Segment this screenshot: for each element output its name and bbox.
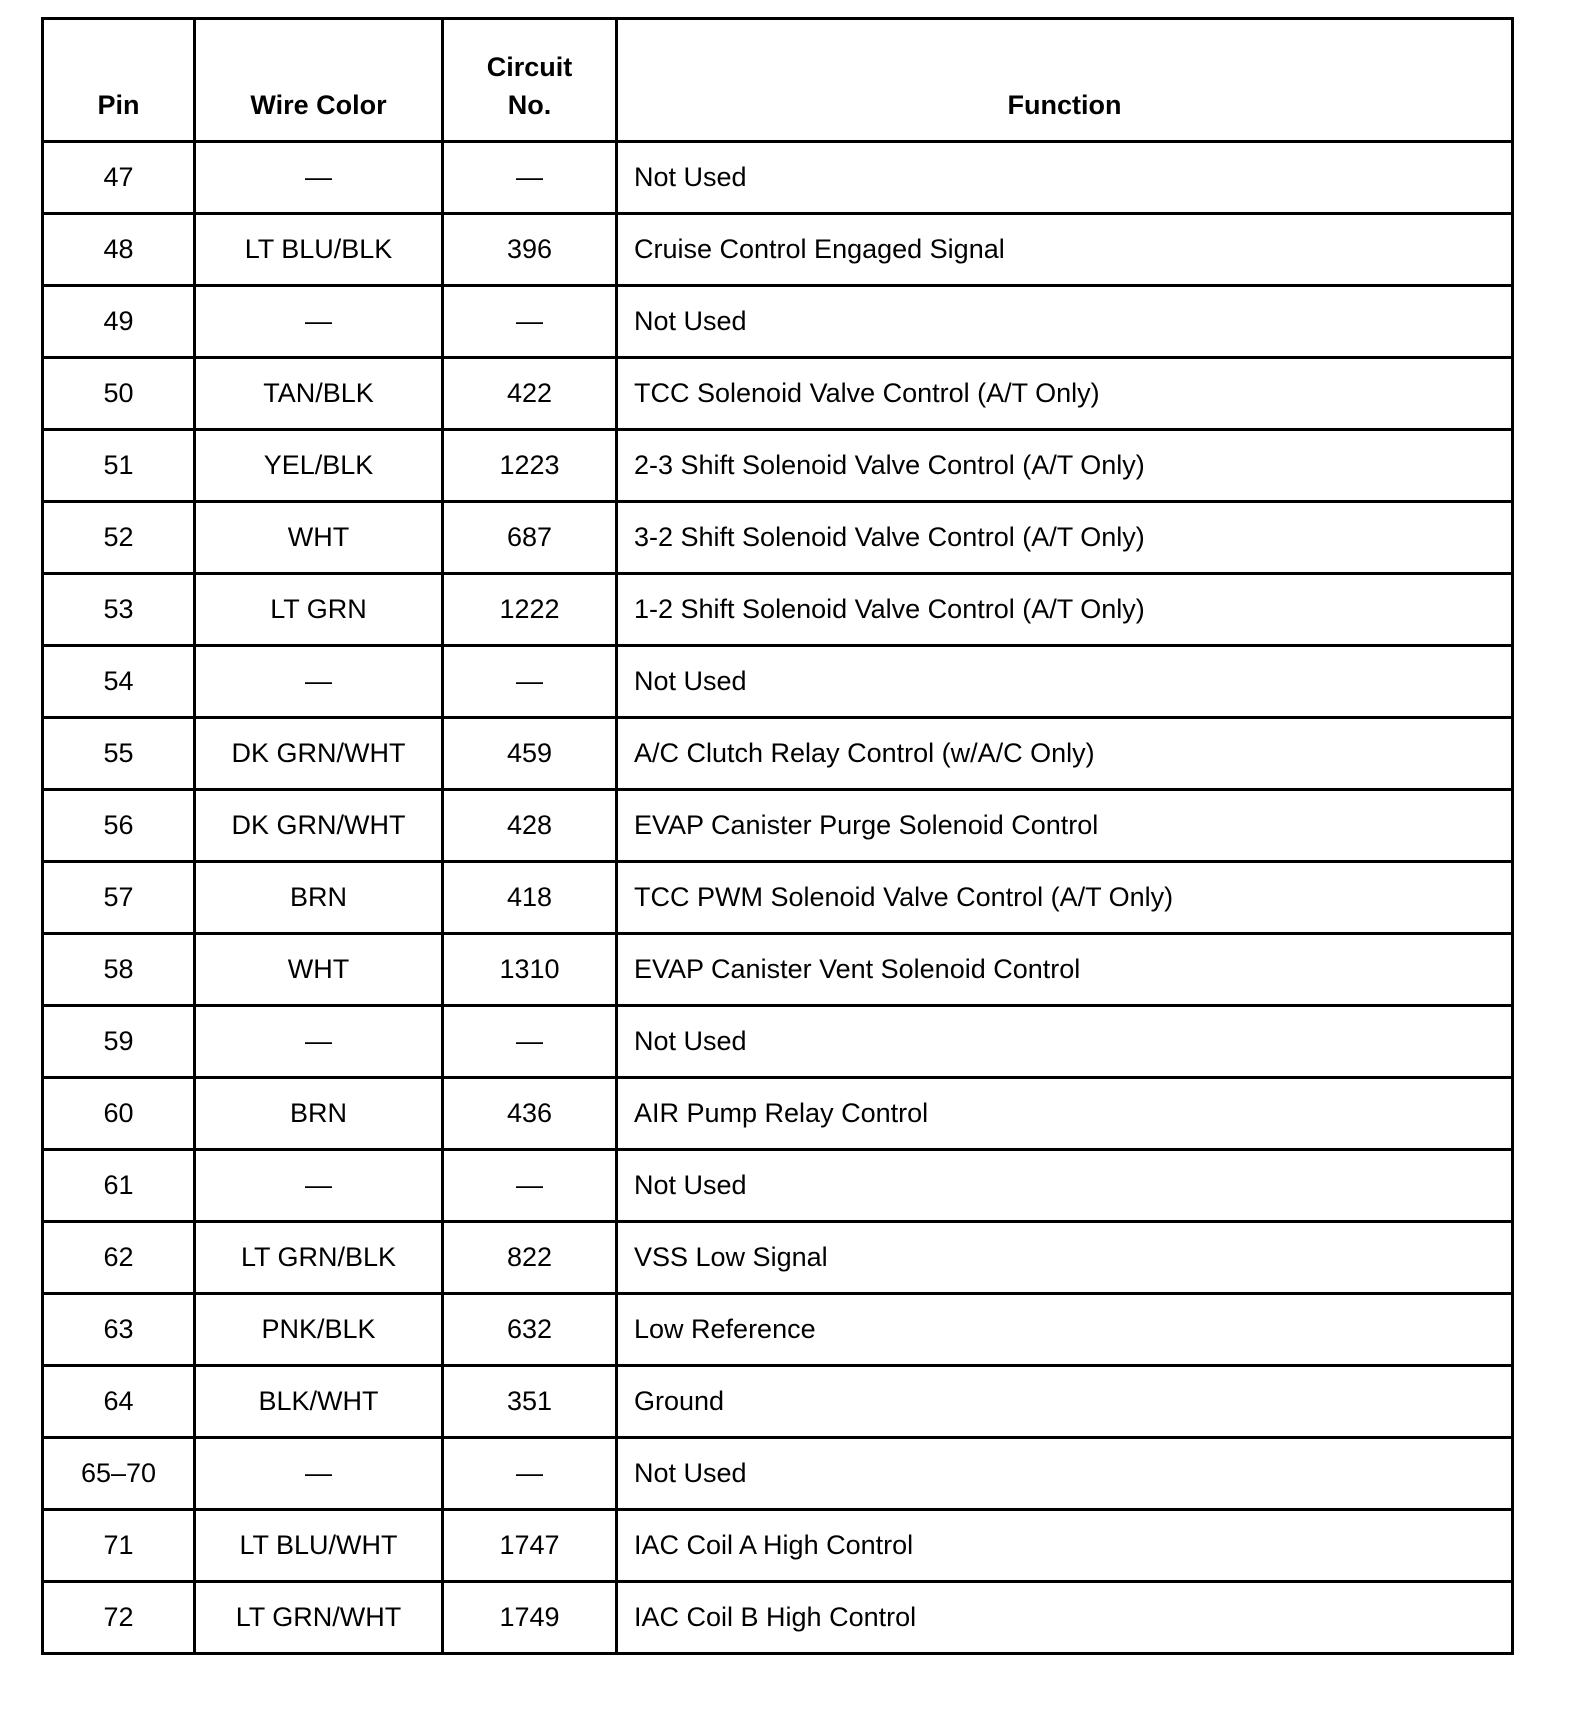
wire-color-cell: — xyxy=(195,1438,443,1510)
pin-cell: 57 xyxy=(43,862,195,934)
function-cell: IAC Coil B High Control xyxy=(617,1582,1513,1654)
table-row xyxy=(43,214,1513,286)
wire-color-cell: — xyxy=(195,646,443,718)
wire-color-cell: BRN xyxy=(195,862,443,934)
pin-cell: 63 xyxy=(43,1294,195,1366)
table-row xyxy=(43,1078,1513,1150)
function-cell: Cruise Control Engaged Signal xyxy=(617,214,1513,286)
wire-color-cell: WHT xyxy=(195,502,443,574)
circuit-cell: 428 xyxy=(443,790,617,862)
wire-color-cell: DK GRN/WHT xyxy=(195,790,443,862)
circuit-cell: 822 xyxy=(443,1222,617,1294)
table-header xyxy=(43,19,1513,142)
pin-cell: 71 xyxy=(43,1510,195,1582)
pin-cell: 65–70 xyxy=(43,1438,195,1510)
pin-cell: 56 xyxy=(43,790,195,862)
wire-color-cell: WHT xyxy=(195,934,443,1006)
table-row xyxy=(43,790,1513,862)
table-row xyxy=(43,286,1513,358)
table-row xyxy=(43,1150,1513,1222)
header-wire-color: Wire Color xyxy=(195,19,443,142)
header-circuit-line2: No. xyxy=(507,90,552,120)
pin-cell: 50 xyxy=(43,358,195,430)
function-cell: TCC Solenoid Valve Control (A/T Only) xyxy=(617,358,1513,430)
pin-cell: 54 xyxy=(43,646,195,718)
function-cell: Low Reference xyxy=(617,1294,1513,1366)
pin-cell: 53 xyxy=(43,574,195,646)
wire-color-cell: — xyxy=(195,286,443,358)
wire-color-cell: PNK/BLK xyxy=(195,1294,443,1366)
table-row xyxy=(43,1438,1513,1510)
table-row xyxy=(43,1510,1513,1582)
circuit-cell: 396 xyxy=(443,214,617,286)
function-cell: Not Used xyxy=(617,1006,1513,1078)
wire-color-cell: LT GRN/WHT xyxy=(195,1582,443,1654)
circuit-cell: — xyxy=(443,1150,617,1222)
header-function: Function xyxy=(617,19,1513,142)
pin-cell: 55 xyxy=(43,718,195,790)
pin-cell: 49 xyxy=(43,286,195,358)
table-row xyxy=(43,574,1513,646)
pin-cell: 59 xyxy=(43,1006,195,1078)
table-row xyxy=(43,430,1513,502)
function-cell: 3-2 Shift Solenoid Valve Control (A/T Only) xyxy=(617,502,1513,574)
table-row xyxy=(43,1294,1513,1366)
wire-color-cell: — xyxy=(195,1006,443,1078)
table-body xyxy=(43,142,1513,1654)
wire-color-cell: BRN xyxy=(195,1078,443,1150)
function-cell: VSS Low Signal xyxy=(617,1222,1513,1294)
wire-color-cell: — xyxy=(195,142,443,214)
circuit-cell: 687 xyxy=(443,502,617,574)
table-row xyxy=(43,862,1513,934)
pin-cell: 60 xyxy=(43,1078,195,1150)
pin-cell: 62 xyxy=(43,1222,195,1294)
table-row xyxy=(43,358,1513,430)
header-circuit-line1: Circuit xyxy=(486,52,573,82)
wire-color-cell: YEL/BLK xyxy=(195,430,443,502)
function-cell: A/C Clutch Relay Control (w/A/C Only) xyxy=(617,718,1513,790)
wire-color-cell: LT BLU/BLK xyxy=(195,214,443,286)
table-row xyxy=(43,646,1513,718)
header-row xyxy=(43,19,1513,142)
circuit-cell: 436 xyxy=(443,1078,617,1150)
function-cell: IAC Coil A High Control xyxy=(617,1510,1513,1582)
table-row xyxy=(43,502,1513,574)
wire-color-cell: — xyxy=(195,1150,443,1222)
function-cell: AIR Pump Relay Control xyxy=(617,1078,1513,1150)
function-cell: 1-2 Shift Solenoid Valve Control (A/T Only) xyxy=(617,574,1513,646)
table-row xyxy=(43,1006,1513,1078)
table-row xyxy=(43,1582,1513,1654)
circuit-cell: 422 xyxy=(443,358,617,430)
circuit-cell: — xyxy=(443,1438,617,1510)
pin-cell: 61 xyxy=(43,1150,195,1222)
wire-color-cell: LT GRN xyxy=(195,574,443,646)
table-row xyxy=(43,1222,1513,1294)
wire-color-cell: LT BLU/WHT xyxy=(195,1510,443,1582)
pin-cell: 58 xyxy=(43,934,195,1006)
function-cell: 2-3 Shift Solenoid Valve Control (A/T Only) xyxy=(617,430,1513,502)
wire-color-cell: LT GRN/BLK xyxy=(195,1222,443,1294)
pin-cell: 52 xyxy=(43,502,195,574)
circuit-cell: 459 xyxy=(443,718,617,790)
pin-cell: 64 xyxy=(43,1366,195,1438)
wire-color-cell: DK GRN/WHT xyxy=(195,718,443,790)
circuit-cell: — xyxy=(443,1006,617,1078)
pin-cell: 72 xyxy=(43,1582,195,1654)
circuit-cell: 351 xyxy=(443,1366,617,1438)
table-row xyxy=(43,718,1513,790)
circuit-cell: 1223 xyxy=(443,430,617,502)
circuit-cell: 1747 xyxy=(443,1510,617,1582)
function-cell: Not Used xyxy=(617,646,1513,718)
circuit-cell: 1749 xyxy=(443,1582,617,1654)
function-cell: Not Used xyxy=(617,1438,1513,1510)
table-row xyxy=(43,934,1513,1006)
function-cell: Not Used xyxy=(617,142,1513,214)
pin-cell: 48 xyxy=(43,214,195,286)
function-cell: Ground xyxy=(617,1366,1513,1438)
function-cell: Not Used xyxy=(617,286,1513,358)
circuit-cell: 1222 xyxy=(443,574,617,646)
table-row xyxy=(43,142,1513,214)
function-cell: TCC PWM Solenoid Valve Control (A/T Only) xyxy=(617,862,1513,934)
pin-table xyxy=(41,17,1514,1655)
header-circuit-no xyxy=(443,19,617,142)
wire-color-cell: TAN/BLK xyxy=(195,358,443,430)
circuit-cell: — xyxy=(443,286,617,358)
circuit-cell: 418 xyxy=(443,862,617,934)
function-cell: Not Used xyxy=(617,1150,1513,1222)
circuit-cell: — xyxy=(443,646,617,718)
circuit-cell: 632 xyxy=(443,1294,617,1366)
function-cell: EVAP Canister Vent Solenoid Control xyxy=(617,934,1513,1006)
table-row xyxy=(43,1366,1513,1438)
circuit-cell: — xyxy=(443,142,617,214)
pin-cell: 51 xyxy=(43,430,195,502)
circuit-cell: 1310 xyxy=(443,934,617,1006)
wire-color-cell: BLK/WHT xyxy=(195,1366,443,1438)
header-pin: Pin xyxy=(43,19,195,142)
function-cell: EVAP Canister Purge Solenoid Control xyxy=(617,790,1513,862)
pin-cell: 47 xyxy=(43,142,195,214)
